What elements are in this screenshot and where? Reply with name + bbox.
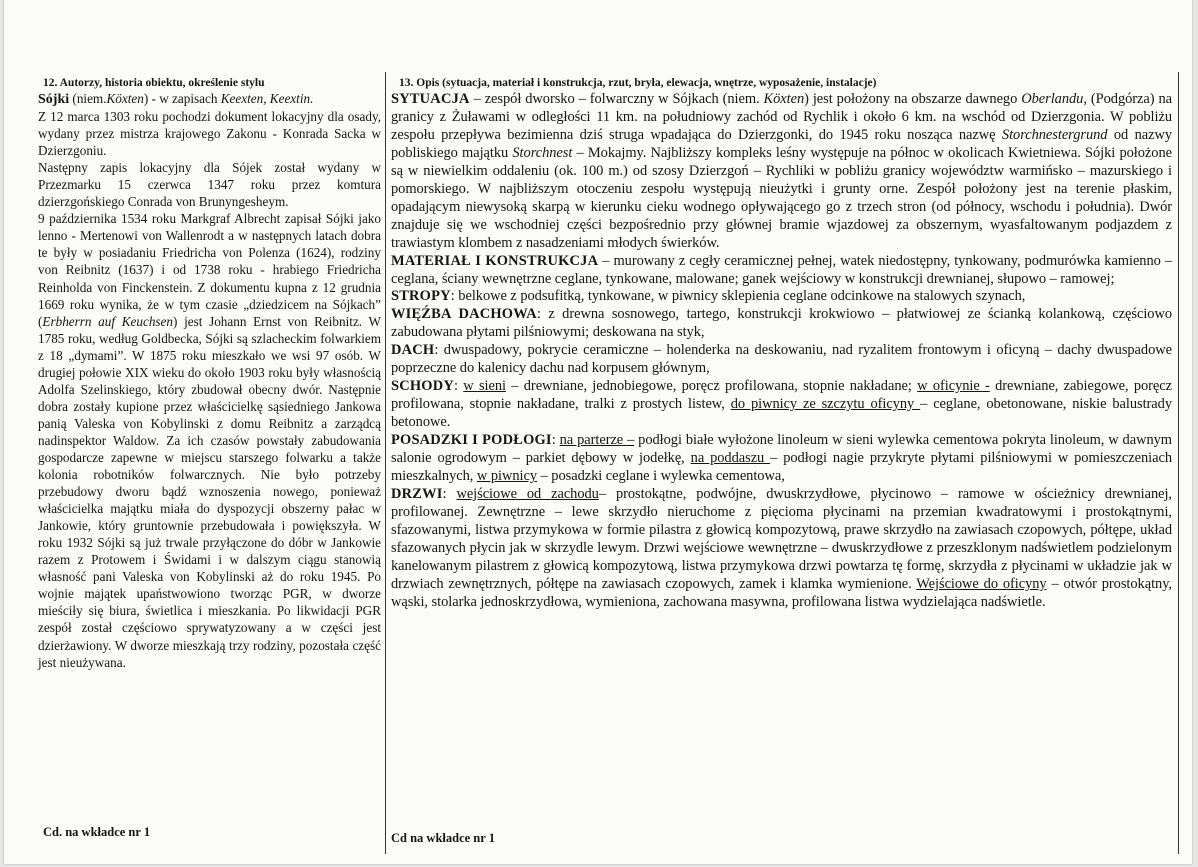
- text-run: – zespół dworsko – folwarczny w Sójkach (niem.: [469, 91, 764, 107]
- history-paragraph-1303: Z 12 marca 1303 roku pochodzi dokument lokacyjny dla osady, wydany przez mistrza krajowego Zakonu - Konrada Sacka w Dzierzgoniu.: [38, 109, 381, 159]
- text-run: – drewniane, jednobiegowe, poręcz profilowana, stopnie nakładane;: [505, 378, 918, 395]
- section-schody: [391, 378, 1172, 432]
- description-header: 13. Opis (sytuacja, materiał i konstrukcja, rzut, bryła, elewacja, wnętrze, wyposażenie, instalacje): [399, 77, 877, 89]
- section-label: SCHODY: [391, 378, 454, 395]
- history-column: [35, 72, 386, 854]
- section-label: STROPY: [391, 288, 451, 305]
- history-paragraph-intro: [38, 90, 381, 108]
- text-italic: Storchnest: [512, 144, 573, 161]
- text-underlined: w piwnicy: [476, 468, 538, 485]
- section-label: MATERIAŁ I KONSTRUKCJA: [391, 252, 599, 269]
- village-name: Sójki: [38, 92, 70, 107]
- section-label: WIĘŹBA DACHOWA: [391, 306, 537, 323]
- german-name: Köxten: [106, 91, 144, 106]
- text-run: ) jest Johann Ernst von Reibnitz. W 1785 roku, według Goldbecka, Sójki są szlacheckim folwarkiem z 18 „dymami”. W 1875 roku mieszkało we wsi 97 osób. W drugiej połowie XIX wieku do około 1903 roku były własnością Adolfa Szelinskiego, który zbudował obecny dwór. Następnie dobra zostały kupione przez właścicielkę sąsiedniego Jankowa panią Valeska von Kobylinski z domu Reibnitz a zarządcą nadinspektor Waldow. Za ich czasów powstały zabudowania gospodarcze zapewne w miejscu starszego folwarku a także kolonia robotników folwarcznych. Nie było potrzeby przebudowy dworu bądź wznoszenia nowego, ponieważ właścicielka majątku miała do dyspozycji obszerny pałac w Jankowie, który gruntownie przebudowała i powiększyła. W roku 1932 Sójki są już trwale przyłączone do dóbr w Jankowie razem z Protowem i Świdami i w dalszym ciągu stanowią własność pani Valeska von Kobylinski aż do roku 1945. Po wojnie majątek upaństwowiono tworząc PGR, w dworze mieściły się biura, świetlica i mieszkania. Po likwidacji PGR zespół został częściowo sprywatyzowany a w części jest dzierżawiony. W dworze mieszkają trzy rodziny, pozostała część jest nieużywana.: [38, 313, 381, 670]
- text-underlined: na poddaszu: [690, 450, 771, 467]
- section-label: SYTUACJA: [391, 91, 470, 107]
- text-run: :: [442, 485, 457, 502]
- text-run: :: [551, 432, 560, 449]
- text-underlined: w oficynie -: [917, 378, 990, 395]
- text-run: – podłogi nagie przykryte płytami pilśniowymi w pomieszczeniach mieszkalnych,: [391, 450, 1172, 485]
- text-run: (niem.: [69, 91, 107, 106]
- section-label: DACH: [391, 342, 435, 359]
- section-posadzki: [391, 432, 1172, 486]
- text-run: 9 października 1534 roku Markgraf Albrecht zapisał Sójki jako lenno - Mertenowi von Wallenrodt a w następnych latach dobra te były w posiadaniu Friedricha von Polenza (1624), rodziny von Reibnitz (1637) i od 1738 roku - hrabiego Friedricha Reinholda von Finckenstein. Z dokumentu kupna z 12 grudnia 1669 roku wynika, że w tym czasie „dziedzicem na Sójkach” (: [38, 211, 381, 329]
- section-dach: [391, 342, 1172, 378]
- section-drzwi: [391, 486, 1172, 612]
- text-run: – otwór prostokątny, wąski, stolarka jednoskrzydłowa, wymieniona, zachowana masywna, profilowana listwa wydzielająca nadświetle.: [391, 575, 1172, 610]
- description-column: [387, 72, 1179, 854]
- text-run: – prostokątne, podwójne, dwuskrzydłowe, płycinowo – ramowe w ościeżnicy drewnianej, profilowanej. Zewnętrzne – lewe skrzydło nieruchome z pięcioma płycinami na przemian kwadratowymi i prostokątnymi, sfazowanymi, listwa przymykowa w formie pilastra z głowicą kompozytową, prawe skrzydło na zawiasach czopowych, półtępe, układ sfazowanych płycin jak w skrzydle lewym. Drzwi wejściowe wewnętrzne – dwuskrzydłowe z przeszklonym nadświetlem podzielonym kanelowanym pilastrem z głowicą kompozytową, listwa przymykowa drzwi powtarza tę formę, skrzydła z płycinami w układzie jak w drzwiach zewnętrznych, półtępe na zawiasach czopowych, zamek i klamka wymienione.: [391, 485, 1172, 592]
- text-run: , (Podgórza) na granicy z Żuławami w odległości 11 km. na południowy zachód od Rychlik i około 6 km. na wschód od Dzierzgonia. W pobliżu zespołu przepływa bezimienna dziś struga wpadająca do Dzierzgonki, do 1945 roku nosząca nazwę: [391, 91, 1172, 143]
- text-run: : dwuspadowy, pokrycie ceramiczne – holenderka na deskowaniu, nad ryzalitem frontowym i oficyną – dachy dwuspadowe poprzeczne do kalenicy dachu nad korpusem głównym,: [391, 342, 1172, 377]
- text-underlined: do piwnicy ze szczytu oficyny: [730, 396, 921, 413]
- text-run: – murowany z cegły ceramicznej pełnej, watek niedostępny, tynkowany, podmurówka kamienno – ceglana, ściany wewnętrzne ceglane, tynkowane, malowane; ganek wejściowy w konstrukcji drewnianej, słupowo – ramowej;: [391, 252, 1173, 287]
- text-run: – Mokajmy. Najbliższy kompleks leśny występuje na północ w okolicach Kwietniewa. Sójki położone są w niewielkim oddaleniu (ok. 100 m.) od szosy Dzierzgoń – Rychliki w pobliżu granicy województw warmińsko – mazurskiego i pomorskiego. W najbliższym otoczeniu zespołu występują nieużytki i grunty orne. Zespół położony jest na terenie płaskim, opadającym niewysoką skarpą w kierunku cieku wodnego opływającego go z trzech stron (od północy, wschodu i południa). Dwór znajduje się we wschodniej części bezpośrednio przy głównej bramie wjazdowej za obszernym, wyasfaltowanym podjazdem z trawiastym klombem z nasadzeniami młodych świerków.: [391, 144, 1172, 251]
- text-italic: Oberlandu: [1021, 91, 1084, 107]
- description-text: [387, 90, 1178, 612]
- text-run: ) - w zapisach: [143, 91, 221, 106]
- history-paragraph-1534: [38, 210, 381, 670]
- text-run: ) jest położony na obszarze dawnego: [804, 91, 1022, 107]
- text-run: – posadzki ceglane i wylewka cementowa,: [537, 468, 785, 485]
- section-sytuacja: [391, 91, 1172, 253]
- history-paragraph-1347: Następny zapis lokacyjny dla Sójek został wydany w Przezmarku 15 czerwca 1347 roku przez komtura dzierzgońskiego Conrada von Brunyngesheym.: [38, 160, 381, 210]
- section-wiezba: [391, 306, 1172, 342]
- text-underlined: w sieni: [463, 378, 506, 395]
- description-continuation-note: Cd na wkładce nr 1: [391, 831, 495, 845]
- historical-names: Keexten, Keextin.: [220, 91, 314, 106]
- history-continuation-note: Cd. na wkładce nr 1: [43, 825, 151, 839]
- german-quote: Erbherrn auf Keuchsen: [42, 313, 173, 329]
- text-run: – ceglane, obetonowane, niskie balustrady betonowe.: [391, 396, 1172, 431]
- section-stropy: [391, 288, 1172, 306]
- text-run: od nazwy pobliskiego majątku: [391, 126, 1173, 161]
- text-run: drewniane, zabiegowe, poręcz profilowana, stopnie nakładane, tralki z prostych listew,: [391, 378, 1172, 413]
- section-material: [391, 253, 1172, 289]
- text-underlined: wejściowe od zachodu: [456, 485, 599, 502]
- text-run: podłogi białe wyłożone linoleum w sieni wylewka cementowa pokryta linoleum, w dawnym salonie ogrodowym – parkiet dębowy w jodełkę,: [391, 432, 1172, 467]
- text-run: :: [453, 378, 464, 395]
- text-italic: Storchnestergrund: [1001, 126, 1108, 143]
- text-italic: Köxten: [763, 91, 805, 107]
- text-run: : belkowe z podsufitką, tynkowane, w piwnicy sklepienia ceglane odcinkowe na stalowych szynach,: [450, 288, 1026, 305]
- text-run: : z drewna sosnowego, tartego, konstrukcji krokwiowo – płatwiowej ze ścianką kolankową, częściowo zabudowana płytami pilśniowymi; deskowana na styk,: [391, 306, 1172, 341]
- section-label: POSADZKI I PODŁOGI: [391, 432, 552, 449]
- text-underlined: Wejściowe do oficyny: [916, 575, 1047, 592]
- text-underlined: na parterze –: [559, 432, 635, 449]
- history-text: [35, 90, 385, 671]
- history-header: 12. Autorzy, historia obiektu, określenie stylu: [43, 77, 265, 89]
- section-label: DRZWI: [391, 485, 443, 502]
